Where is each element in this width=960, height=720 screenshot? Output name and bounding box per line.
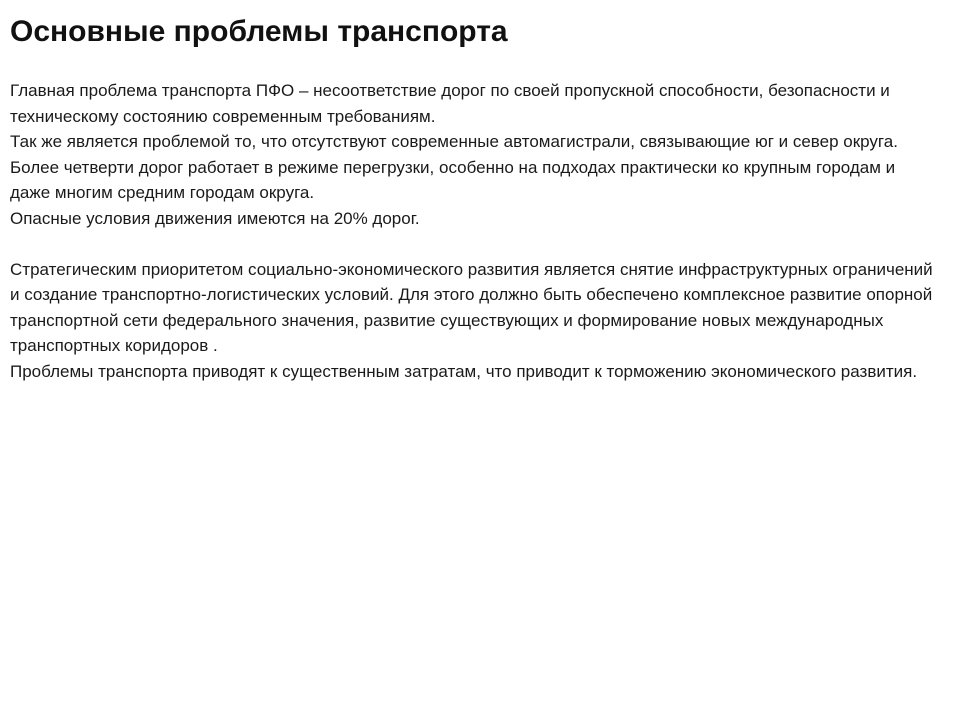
- paragraph-strategic-priority: Стратегическим приоритетом социально-экономического развития является снятие инфраструктурных ограничений и создание транспортно-логистических условий. Для этого должно быть обеспечено комплексное развитие опорной транспортной сети федерального значения, развитие существующих и формирование новых международных транспортных коридоров .: [10, 259, 933, 355]
- paragraph-highways: Так же является проблемой то, что отсутствуют современные автомагистрали, связывающие юг и север округа. Более четверти дорог работает в режиме перегрузки, особенно на подходах практически ко крупным городам и даже многим средним городам округа.: [10, 132, 898, 202]
- slide-body: [10, 78, 940, 384]
- paragraph-economic-costs: Проблемы транспорта приводят к существенным затратам, что приводит к торможению экономического развития.: [10, 361, 918, 381]
- paragraph-main-problem: Главная проблема транспорта ПФО – несоответствие дорог по своей пропускной способности, безопасности и техническому состоянию современным требованиям.: [10, 81, 890, 126]
- paragraph-spacer: [10, 231, 940, 257]
- paragraph-dangerous-conditions: Опасные условия движения имеются на 20% дорог.: [10, 208, 420, 228]
- slide-title: Основные проблемы транспорта: [10, 15, 508, 48]
